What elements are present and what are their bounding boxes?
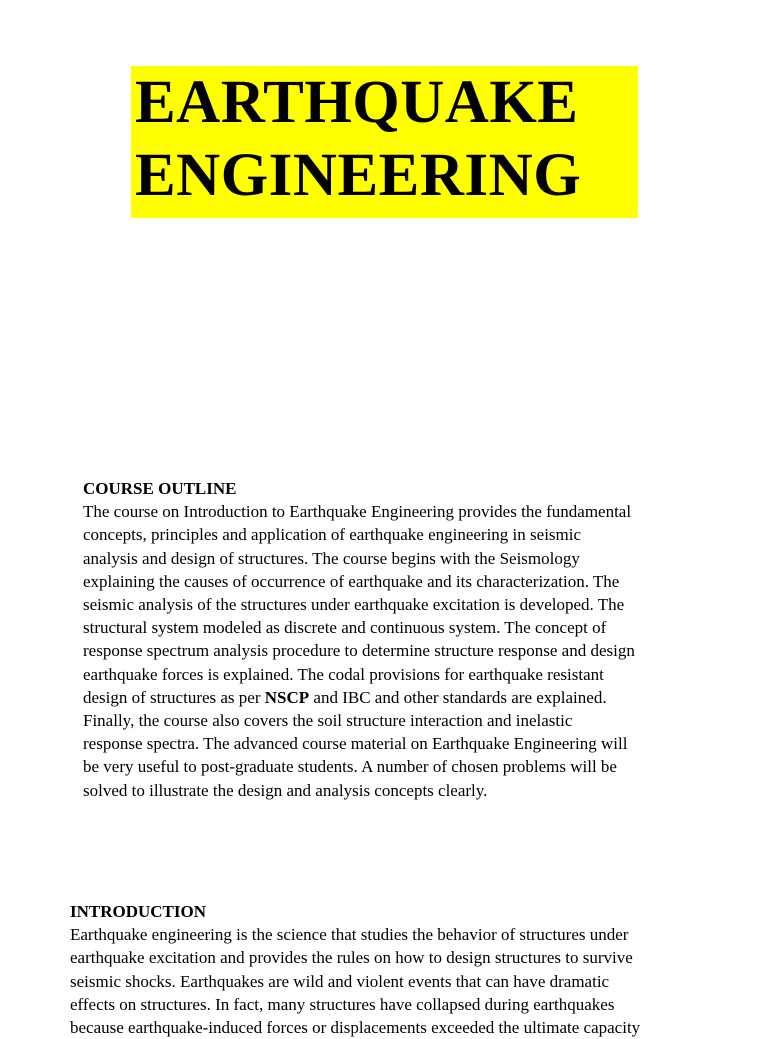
paragraph-line: explaining the causes of occurrence of earthquake and its characterization. The [83, 571, 620, 591]
nscp-bold-text: NSCP [264, 687, 310, 707]
paragraph-line: response spectra. The advanced course material on Earthquake Engineering will [83, 734, 628, 754]
paragraph-line: solved to illustrate the design and analysis concepts clearly. [83, 780, 488, 800]
title-highlight-block [131, 66, 638, 218]
title-line-2: ENGINEERING [135, 142, 582, 209]
paragraph-line: structural system modeled as discrete and continuous system. The concept of [83, 618, 607, 638]
introduction-heading: INTRODUCTION [70, 902, 207, 921]
line-text-before: design of structures as per [83, 687, 265, 707]
paragraph-line: Earthquake engineering is the science that studies the behavior of structures under [70, 925, 629, 945]
title-line-1: EARTHQUAKE [135, 69, 579, 136]
paragraph-line: Finally, the course also covers the soil structure interaction and inelastic [83, 711, 573, 731]
course-outline-heading: COURSE OUTLINE [83, 479, 237, 498]
course-outline-section [83, 477, 723, 802]
paragraph-line: earthquake excitation and provides the rules on how to design structures to survive [70, 948, 633, 968]
paragraph-line: effects on structures. In fact, many structures have collapsed during earthquakes [70, 994, 615, 1014]
introduction-section [70, 900, 730, 1039]
paragraph-line-with-bold [83, 686, 723, 709]
line-text-after: and IBC and other standards are explained. [309, 687, 607, 707]
paragraph-line: analysis and design of structures. The course begins with the Seismology [83, 548, 580, 568]
paragraph-line: response spectrum analysis procedure to determine structure response and design [83, 641, 635, 661]
paragraph-line: seismic shocks. Earthquakes are wild and violent events that can have dramatic [70, 971, 610, 991]
paragraph-line: earthquake forces is explained. The codal provisions for earthquake resistant [83, 664, 604, 684]
paragraph-line: seismic analysis of the structures under earthquake excitation is developed. The [83, 595, 625, 615]
paragraph-line: be very useful to post-graduate students. A number of chosen problems will be [83, 757, 617, 777]
paragraph-line: The course on Introduction to Earthquake Engineering provides the fundamental [83, 502, 632, 522]
paragraph-line: because earthquake-induced forces or displacements exceeded the ultimate capacity [70, 1018, 641, 1038]
paragraph-line: concepts, principles and application of earthquake engineering in seismic [83, 525, 582, 545]
